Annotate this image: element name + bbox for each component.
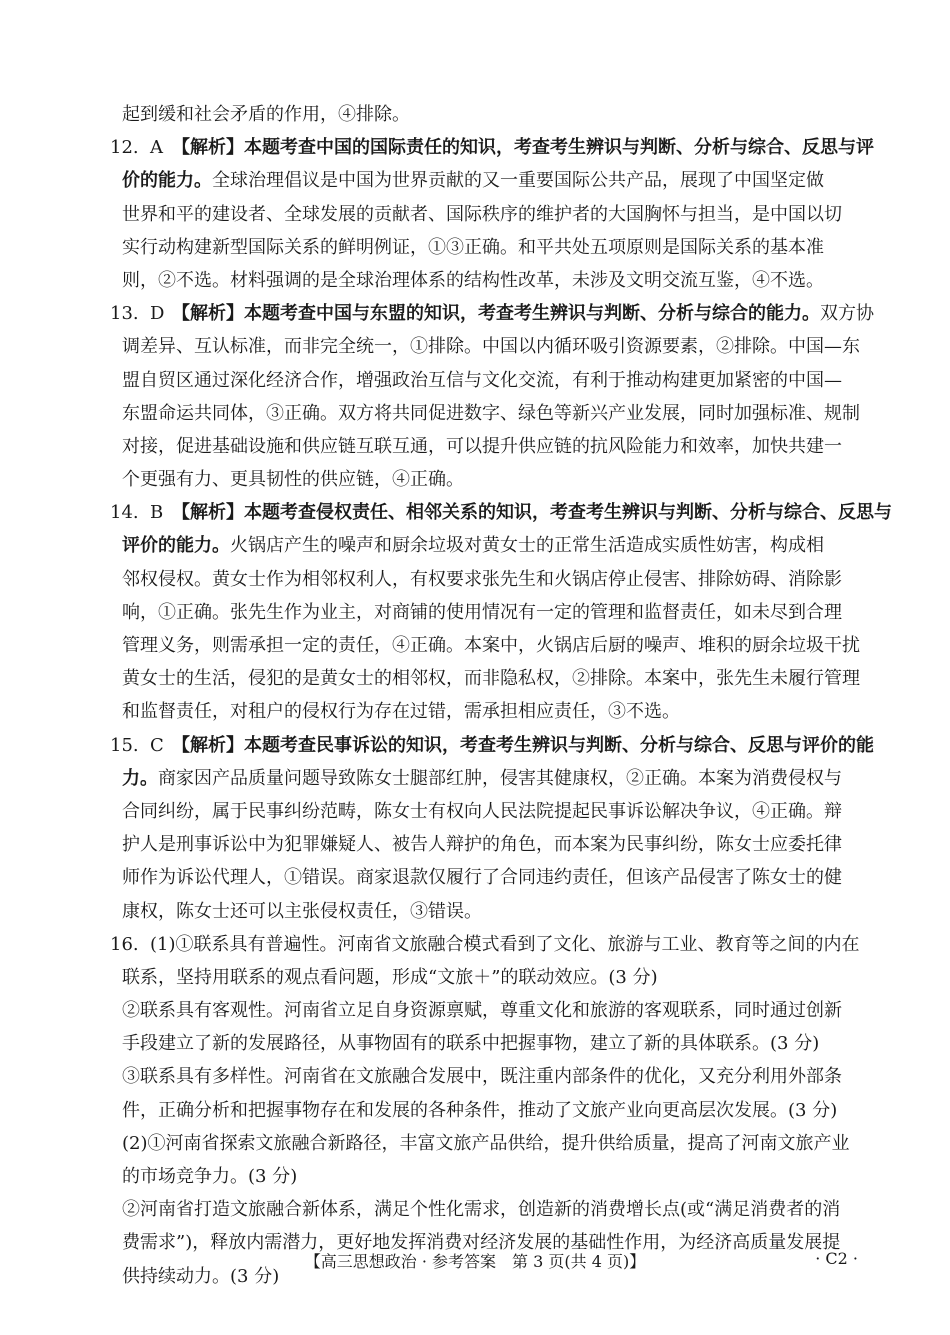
q12-text: 价的能力。 (122, 170, 212, 192)
q16-number: 16. (110, 933, 139, 955)
q14-text: 评价的能力。 (122, 535, 230, 557)
answer-content (110, 98, 892, 1293)
q12-line-4: 实行动构建新型国际关系的鲜明例证，①③正确。和平共处五项原则是国际关系的基本准 (122, 236, 824, 258)
q16-line-9: ②河南省打造文旅融合新体系，满足个性化需求，创造新的消费增长点(或“满足消费者的消 (122, 1199, 841, 1221)
q15-line-1 (110, 729, 874, 762)
q12-line-1 (110, 131, 874, 164)
q13-tag: 【解析】 (172, 303, 244, 325)
q15-text: 力。 (122, 767, 158, 789)
q15-tag: 【解析】 (172, 734, 244, 756)
q16-line-4: 手段建立了新的发展路径，从事物固有的联系中把握事物，建立了新的具体联系。(3 分) (122, 1033, 820, 1055)
q13-text: 双方协 (820, 303, 874, 325)
q12-number: 12. (110, 137, 139, 159)
q15-line-5: 师作为诉讼代理人，①错误。商家退款仅履行了合同违约责任，但该产品侵害了陈女士的健 (122, 867, 842, 889)
q13-number: 13. (110, 303, 139, 325)
q14-line-4: 响，①正确。张先生作为业主，对商铺的使用情况有一定的管理和监督责任，如未尽到合理 (122, 601, 842, 623)
q16-line-6: 件，正确分析和把握事物存在和发展的各种条件，推动了文旅产业向更高层次发展。(3 分) (122, 1099, 838, 1121)
q12-tag: 【解析】 (172, 137, 244, 159)
q14-text: 火锅店产生的噪声和厨余垃圾对黄女士的正常生活造成实质性妨害，构成相 (230, 535, 824, 557)
q12-line-3: 世界和平的建设者、全球发展的贡献者、国际秩序的维护者的大国胸怀与担当，是中国以切 (122, 203, 842, 225)
q12-text: 全球治理倡议是中国为世界贡献的又一重要国际公共产品，展现了中国坚定做 (212, 170, 824, 192)
q13-line-4: 东盟命运共同体，③正确。双方将共同促进数字、绿色等新兴产业发展，同时加强标准、规制 (122, 402, 860, 424)
q13-line-2: 调差异、互认标准，而非完全统一，①排除。中国以内循环吸引资源要素，②排除。中国—东 (122, 336, 860, 358)
q16-line-1 (110, 928, 862, 961)
q13-answer: D (150, 303, 165, 325)
q15-text: 本题考查民事诉讼的知识，考查考生辨识与判断、分析与综合、反思与评价的能 (244, 734, 874, 756)
q12-line-2 (118, 164, 862, 197)
q16-line-3: ②联系具有客观性。河南省立足自身资源禀赋，尊重文化和旅游的客观联系，同时通过创新 (122, 1000, 842, 1022)
q14-line-5: 管理义务，则需承担一定的责任，④正确。本案中，火锅店后厨的噪声、堆积的厨余垃圾干扰 (122, 635, 860, 656)
q15-answer: C (150, 734, 164, 756)
q15-text: 商家因产品质量问题导致陈女士腿部红肿，侵害其健康权，②正确。本案为消费侵权与 (158, 767, 842, 789)
q13-line-1 (110, 297, 874, 330)
q15-number: 15. (110, 734, 139, 756)
q13-line-3: 盟自贸区通过深化经济合作，增强政治互信与文化交流，有利于推动构建更加紧密的中国— (122, 369, 842, 391)
q15-line-4: 护人是刑事诉讼中为犯罪嫌疑人、被告人辩护的角色，而本案为民事纠纷，陈女士应委托律 (122, 834, 842, 856)
q16-line-11: 供持续动力。(3 分) (122, 1265, 280, 1287)
q15-line-3: 合同纠纷，属于民事纠纷范畴，陈女士有权向人民法院提起民事诉讼解决争议，④正确。辩 (122, 800, 842, 822)
q16-line-5: ③联系具有多样性。河南省在文旅融合发展中，既注重内部条件的优化，又充分利用外部条 (122, 1066, 842, 1088)
q12-line-5: 则，②不选。材料强调的是全球治理体系的结构性改革，未涉及文明交流互鉴，④不选。 (122, 269, 824, 291)
q13-line-6: 个更强有力、更具韧性的供应链，④正确。 (122, 469, 464, 491)
q12-text: 本题考查中国的国际责任的知识，考查考生辨识与判断、分析与综合、反思与评 (244, 137, 874, 159)
q12-answer: A (150, 137, 163, 159)
q13-line-5: 对接，促进基础设施和供应链互联互通，可以提升供应链的抗风险能力和效率，加快共建一 (122, 435, 842, 457)
q14-line-3: 邻权侵权。黄女士作为相邻权利人，有权要求张先生和火锅店停止侵害、排除妨碍、消除影 (122, 568, 842, 590)
q14-line-1 (110, 496, 892, 529)
q14-tag: 【解析】 (172, 502, 244, 524)
q15-line-2 (118, 762, 862, 795)
q14-line-6: 黄女士的生活，侵犯的是黄女士的相邻权，而非隐私权，②排除。本案中，张先生未履行管理 (122, 668, 860, 690)
q16-line-2: 联系，坚持用联系的观点看问题，形成“文旅＋”的联动效应。(3 分) (122, 966, 658, 988)
q16-text: (1)①联系具有普遍性。河南省文旅融合模式看到了文化、旅游与工业、教育等之间的内在 (150, 933, 860, 955)
q16-line-10: 费需求”)，释放内需潜力，更好地发挥消费对经济发展的基础性作用，为经济高质量发展提 (122, 1232, 841, 1254)
q14-line-2 (118, 529, 862, 562)
q16-line-7: (2)①河南省探索文旅融合新路径，丰富文旅产品供给，提升供给质量，提高了河南文旅产业 (122, 1132, 850, 1154)
q13-text: 本题考查中国与东盟的知识，考查考生辨识与判断、分析与综合的能力。 (244, 303, 820, 325)
page-code: · C2 · (815, 1249, 858, 1268)
page-footer: 【高三思想政治 · 参考答案 第 3 页(共 4 页)】 (304, 1252, 646, 1271)
q14-line-7: 和监督责任，对租户的侵权行为存在过错，需承担相应责任，③不选。 (122, 701, 680, 723)
intro-line: 起到缓和社会矛盾的作用，④排除。 (122, 104, 410, 125)
q14-text: 本题考查侵权责任、相邻关系的知识，考查考生辨识与判断、分析与综合、反思与 (244, 502, 892, 524)
q14-number: 14. (110, 502, 139, 524)
q15-line-6: 康权，陈女士还可以主张侵权责任，③错误。 (122, 900, 482, 922)
q16-line-8: 的市场竞争力。(3 分) (122, 1166, 298, 1187)
q14-answer: B (150, 502, 164, 524)
